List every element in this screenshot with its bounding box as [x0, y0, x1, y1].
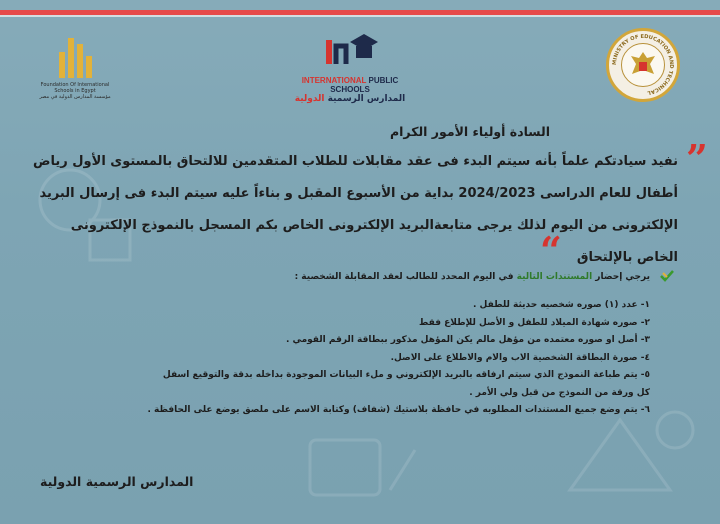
graduation-cap-icon: [320, 30, 380, 70]
closing-quote-icon: “: [540, 228, 562, 273]
documents-highlight: المستندات التالية: [516, 272, 593, 282]
list-item: ٤- صورة البطاقة الشخصية الاب والام والاطلاع على الاصل.: [390, 352, 650, 363]
list-item: ٦- يتم وضع جميع المستندات المطلوبه في حافظة بلاستيك (شفاف) وكتابة الاسم على ملصق يوضع على الحافظة .: [147, 405, 650, 415]
requirements-list: [40, 297, 650, 420]
svg-text:MINISTRY OF EDUCATION AND TECH: MINISTRY OF EDUCATION AND TECHNICAL: [611, 33, 675, 96]
international-schools-foundation-logo: [34, 32, 116, 112]
paragraph-line: أطفال للعام الدراسى 2024/2023 بداية من الأسبوع المقبل و بناءاً عليه سيتم البدء فى إرسال البريد: [39, 186, 678, 201]
list-item: ٥- يتم طباعة النموذج الذي سيتم ارفاقه بالبريد الإلكتروني و ملء البيانات الموجودة بداخله بدقة والتوقيع اسفل: [162, 370, 650, 380]
letter-salutation: السادة أولياء الأمور الكرام: [389, 124, 550, 139]
ips-name-ar: المدارس الرسمية الدولية: [294, 94, 406, 104]
background-doodle-icon: [300, 430, 420, 520]
list-item: ١- عدد (١) صوره شخصيه حديثة للطفل .: [473, 300, 650, 310]
announcement-paragraph: [33, 146, 678, 274]
eagle-emblem-icon: [621, 43, 665, 87]
international-public-schools-logo: [288, 30, 412, 104]
top-white-stripe: [0, 15, 720, 17]
opening-quote-icon: ”: [686, 136, 708, 181]
paragraph-line: الإلكترونى من اليوم لذلك يرجى متابعةالبريد الإلكترونى الخاص بكم المسجل بالنموذج الإلكترونى: [70, 218, 678, 233]
list-item: ٢- صوره شهادة الميلاد للطفل و الأصل للإطلاع فقط: [419, 317, 650, 328]
paragraph-line: نفيد سيادتكم علماً بأنه سيتم البدء فى عقد مقابلات للطلاب المتقدمين للالتحاق بالمستوى الأول رياض: [33, 154, 678, 169]
footer-signature: المدارس الرسمية الدولية: [40, 474, 194, 489]
list-item: كل ورقة من النموذج من قبل ولي الأمر .: [469, 387, 650, 398]
foundation-caption-en: Foundation Of International Schools in Egypt: [40, 82, 110, 94]
list-item: ٣- أصل او صوره معتمده من مؤهل مالم يكن المؤهل مذكور ببطاقة الرقم القومي .: [285, 335, 650, 345]
checkmark-icon: [660, 270, 674, 282]
ministry-of-education-seal: [606, 28, 680, 102]
documents-intro: يرجي إحضار المستندات التالية في اليوم المحدد للطالب لعقد المقابلة الشخصية :: [294, 272, 650, 282]
ips-name-en: INTERNATIONAL PUBLIC SCHOOLS: [301, 76, 399, 94]
paragraph-line: الخاص بالإلتحاق: [576, 250, 678, 265]
foundation-emblem-icon: [57, 32, 93, 78]
foundation-caption-ar: مؤسسة المدارس الدولية في مصر: [39, 94, 111, 100]
